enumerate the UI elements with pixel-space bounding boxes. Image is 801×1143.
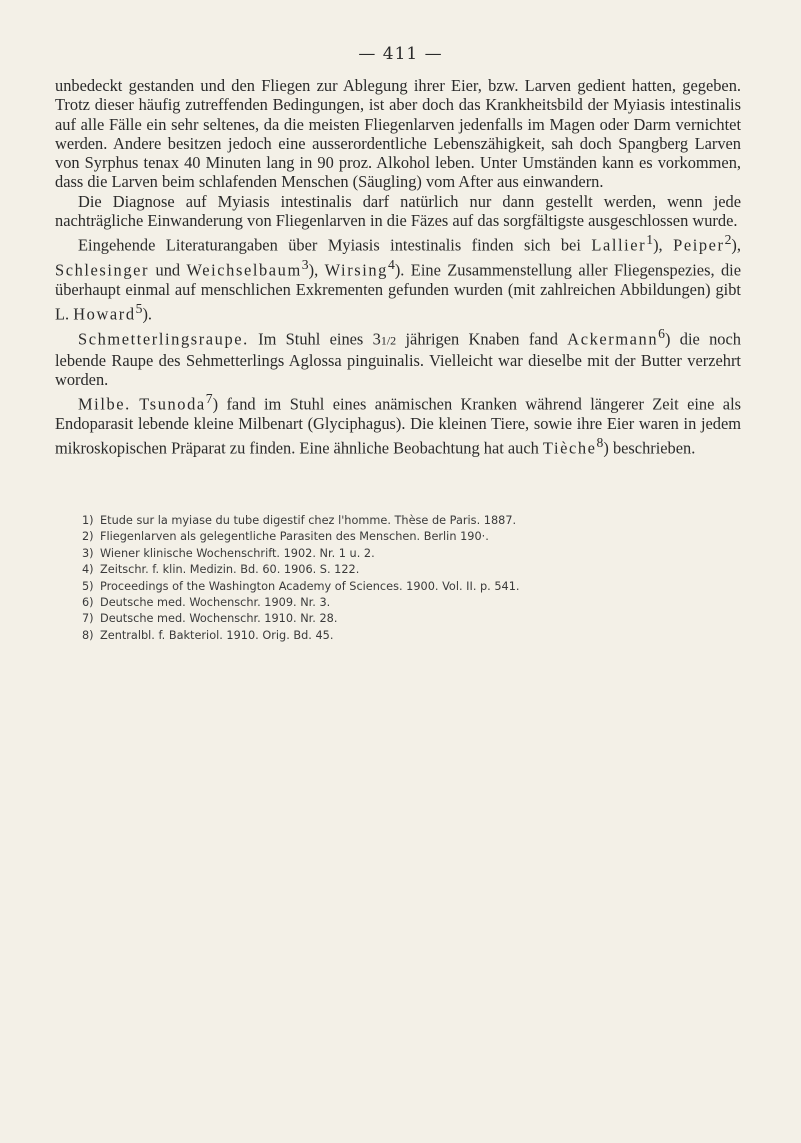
section-term: Schmetterlingsraupe. [78, 329, 249, 349]
footnote-text: Zeitschr. f. klin. Medizin. Bd. 60. 1906. S. 122. [100, 563, 360, 577]
footnote-ref: 5 [135, 301, 143, 317]
author-name: Tsunoda [139, 394, 206, 414]
footnote [82, 513, 722, 529]
paragraph-5: Milbe. Tsunoda$^7$) fand im Stuhl eines anämischen Kranken während längerer Zeit eine als Endoparasit lebende kleine Milbenart (Glyciphagus). Die kleinen Tiere, sowie ihre Eier waren in jedem mikroskopischen Präparat zu finden. Eine ähnliche Beobachtung hat auch Tièche$^8$) beschrieben. [55, 391, 741, 458]
text-run: . Eine Zusammenstellung aller Fliegenspezies, die überhaupt einmal auf menschlichen Exkrementen gefunden wurden (mit zahlreichen Abbildungen) gibt L. [55, 260, 741, 324]
text-run: , [658, 235, 674, 255]
author-name: Lallier [591, 235, 647, 255]
footnote-number: 1) [82, 514, 94, 527]
paragraph-2: Die Diagnose auf Myiasis intestinalis darf natürlich nur dann gestellt werden, wenn jede nachträgliche Einwanderung von Fliegenlarven in die Fäzes auf das sorgfältigste ausgeschlossen wurde. [55, 191, 741, 231]
footnote-text: Wiener klinische Wochenschrift. 1902. Nr. 1 u. 2. [100, 546, 375, 560]
footnote-number: 3) [82, 546, 94, 560]
footnote-number: 5) [82, 579, 94, 593]
footnote [82, 529, 722, 545]
fraction: 1/2 [380, 333, 397, 348]
footnote-ref: 7 [205, 391, 213, 407]
footnote-text: Proceedings of the Washington Academy of Sciences. 1900. Vol. II. p. 541. [100, 579, 520, 593]
footnote-ref: 8 [596, 435, 604, 451]
text-run [131, 395, 139, 414]
text-run: . [147, 304, 153, 324]
footnote [82, 628, 722, 644]
author-name: Wirsing [324, 260, 388, 280]
text-run: Im Stuhl eines 3 [248, 329, 381, 349]
text-run: die noch lebende Raupe des Sehmetterlings Aglossa pinguinalis. Vielleicht war dieselbe mit der Butter verzehrt worden. [55, 329, 741, 390]
page-number: — 411 — [358, 44, 443, 64]
text-run: , [314, 260, 325, 280]
text-run: und [149, 260, 187, 280]
footnote-number: 7) [82, 612, 94, 626]
text-run: fand im Stuhl eines anämischen Kranken während längerer Zeit eine als Endoparasit lebende kleine Milbenart (Glyciphagus). Die kleinen Tiere, sowie ihre Eier waren in jedem mikroskopischen Präparat zu finden. Eine ähnliche Beobachtung hat auch [55, 394, 741, 458]
author-name: Weichselbaum [186, 260, 302, 280]
footnote-ref: 4 [387, 257, 395, 273]
footnote-ref: 2 [724, 232, 732, 248]
footnote-text: Zentralbl. f. Bakteriol. 1910. Orig. Bd. 45. [100, 628, 334, 642]
footnote-ref: 1 [646, 232, 654, 248]
paragraph-3: Eingehende Literaturangaben über Myiasis intestinalis finden sich bei Lallier$^1$), Peiper$^2$), Schlesinger und Weichselbaum$^3$), Wirsing$^4$). Eine Zusammenstellung aller Fliegenspezies, die überhaupt einmal auf menschlichen Exkrementen gefunden wurden (mit zahlreichen Abbildungen) gibt L. Howard$^5$). [55, 232, 741, 324]
paragraph-1: unbedeckt gestanden und den Fliegen zur Ablegung ihrer Eier, bzw. Larven gedient hatten, gegeben. Trotz dieser häufig zutreffenden Bedingungen, ist aber doch das Krankheitsbild der Myiasis intestinalis auf alle Fälle ein sehr seltenes, da die meisten Fliegenlarven jedenfalls im Magen oder Darm vernichtet werden. Andere besitzen jedoch eine ausserordentliche Lebenszähigkeit, sah doch Spangberg Larven von Syrphus tenax 40 Minuten lang in 90 proz. Alkohol leben. Unter Umständen kann es vorkommen, dass die Larven beim schlafenden Menschen (Säugling) vom After aus einwandern. [55, 76, 741, 192]
author-name: Peiper [673, 235, 725, 255]
text-run: Eingehende Literaturangaben über Myiasis intestinalis finden sich bei [78, 235, 592, 255]
text-run: beschrieben. [608, 438, 696, 458]
author-name: Schlesinger [55, 260, 150, 280]
paragraph-4: Schmetterlingsraupe. Im Stuhl eines 31/2 jährigen Knaben fand Ackermann$^6$) die noch lebende Raupe des Sehmetterlings Aglossa pinguinalis. Vielleicht war dieselbe mit der Butter verzehrt worden. [55, 325, 741, 390]
footnote-text: Deutsche med. Wochenschr. 1909. Nr. 3. [100, 596, 331, 610]
author-name: Ackermann [567, 329, 659, 349]
text-run: , [736, 235, 741, 255]
footnote-number: 8) [82, 628, 94, 642]
footnote [82, 579, 722, 595]
footnotes [82, 513, 722, 644]
footnote-ref: 3 [301, 257, 309, 273]
author-name: Tièche [542, 438, 597, 458]
footnote-number: 6) [82, 596, 94, 610]
footnote [82, 562, 722, 578]
footnote-number: 4) [82, 563, 94, 577]
footnote-ref: 6 [658, 325, 665, 341]
footnote-text: Etude sur la myiase du tube digestif chez l'homme. Thèse de Paris. 1887. [100, 514, 517, 527]
text-run: jährigen Knaben fand [396, 329, 568, 349]
footnote-text: Fliegenlarven als gelegentliche Parasiten des Menschen. Berlin 190·. [100, 530, 489, 544]
footnote-number: 2) [82, 530, 94, 544]
section-term: Milbe. [78, 394, 131, 414]
footnote [82, 595, 722, 611]
footnote-text: Deutsche med. Wochenschr. 1910. Nr. 28. [100, 612, 338, 626]
footnote [82, 611, 722, 627]
author-name: Howard [73, 304, 136, 324]
body-text [55, 76, 741, 458]
footnote [82, 546, 722, 562]
